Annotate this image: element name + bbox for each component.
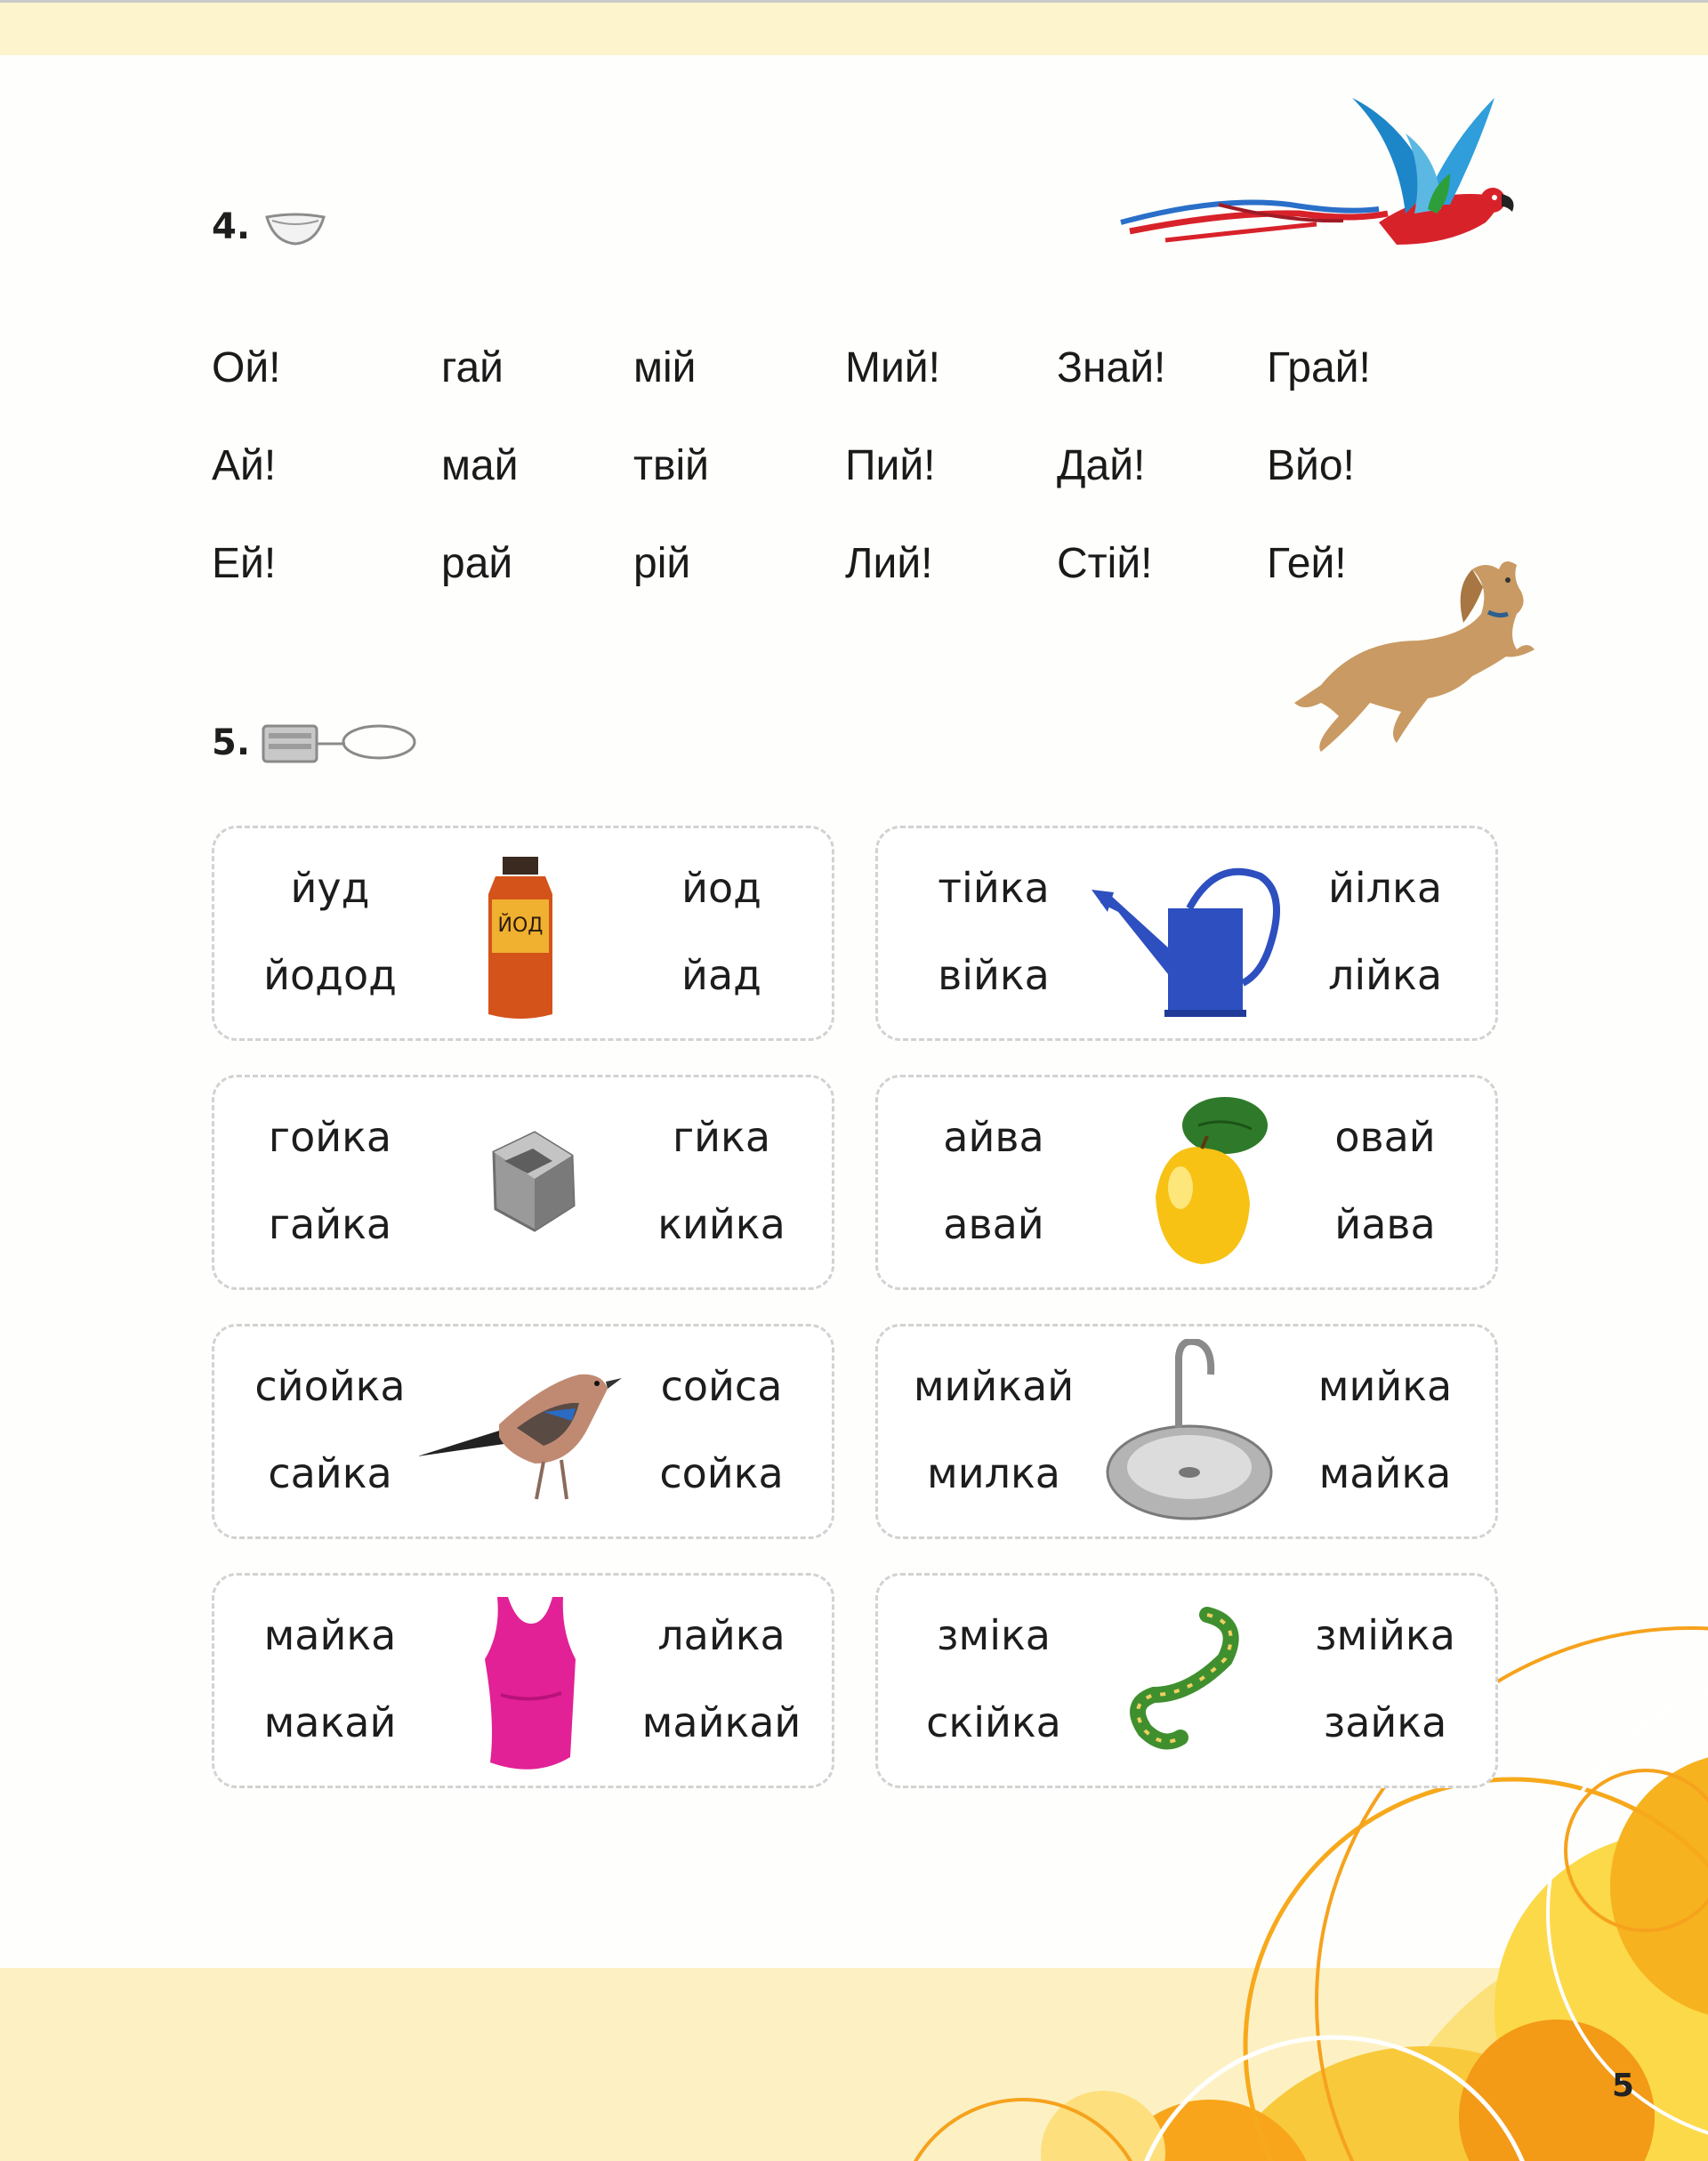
word-card bbox=[212, 1324, 834, 1539]
snake-picture bbox=[1083, 1588, 1296, 1775]
word-option[interactable]: макай bbox=[263, 1698, 397, 1746]
word-option[interactable]: сойса bbox=[660, 1362, 783, 1410]
word-row bbox=[212, 319, 1475, 416]
word-option[interactable]: війка bbox=[938, 951, 1050, 999]
word-option[interactable]: гйка bbox=[672, 1113, 771, 1161]
word-card bbox=[875, 826, 1498, 1041]
iodine-label: ЙОД bbox=[497, 915, 544, 937]
word-card bbox=[875, 1324, 1498, 1539]
word: Пий! bbox=[845, 441, 936, 489]
iodine-bottle-picture bbox=[419, 841, 632, 1028]
word: рай bbox=[441, 539, 513, 587]
word-card bbox=[212, 1075, 834, 1290]
hex-nut-picture bbox=[419, 1090, 632, 1277]
tank-top-picture bbox=[419, 1588, 632, 1775]
sink-picture bbox=[1083, 1339, 1296, 1526]
word-option[interactable]: зайка bbox=[1323, 1698, 1447, 1746]
dog-illustration bbox=[1294, 552, 1535, 756]
word-option[interactable]: скійка bbox=[926, 1698, 1061, 1746]
word-card bbox=[875, 1573, 1498, 1788]
parrot-illustration bbox=[1112, 89, 1539, 267]
word-option[interactable]: майка bbox=[1318, 1449, 1452, 1497]
word-option[interactable]: сайка bbox=[268, 1449, 392, 1497]
word-option[interactable]: сойка bbox=[659, 1449, 784, 1497]
word-card bbox=[212, 1573, 834, 1788]
word-option[interactable]: йава bbox=[1334, 1200, 1436, 1248]
word-option[interactable]: майкай bbox=[641, 1698, 802, 1746]
word-card bbox=[875, 1075, 1498, 1290]
word-option[interactable]: авай bbox=[943, 1200, 1044, 1248]
word: Лий! bbox=[845, 539, 933, 587]
word: гай bbox=[441, 343, 504, 391]
word-option[interactable]: йодод bbox=[263, 951, 397, 999]
word: Дай! bbox=[1057, 441, 1146, 489]
word-option[interactable]: лайка bbox=[657, 1611, 786, 1659]
watering-can-picture bbox=[1083, 841, 1296, 1028]
exercise-4-word-grid bbox=[212, 319, 1475, 612]
word: мій bbox=[633, 343, 697, 391]
word-option[interactable]: мийкай bbox=[913, 1362, 1075, 1410]
word: Ой! bbox=[212, 343, 281, 391]
page-number: 5 bbox=[1612, 2068, 1635, 2104]
jay-bird-picture bbox=[419, 1339, 632, 1526]
word-option[interactable]: майка bbox=[263, 1611, 397, 1659]
word-row bbox=[212, 416, 1475, 514]
quince-picture bbox=[1083, 1090, 1296, 1277]
word: Ей! bbox=[212, 539, 277, 587]
open-mouth-icon bbox=[263, 208, 327, 247]
word-option[interactable]: тійка bbox=[938, 864, 1050, 912]
exercise-4-number: 4. bbox=[212, 206, 251, 247]
word: Знай! bbox=[1057, 343, 1166, 391]
word: Мий! bbox=[845, 343, 940, 391]
word-option[interactable]: овай bbox=[1334, 1113, 1436, 1161]
word-option[interactable]: зміка bbox=[937, 1611, 1051, 1659]
word-option[interactable]: йуд bbox=[290, 864, 370, 912]
word-option[interactable]: милка bbox=[927, 1449, 1060, 1497]
word-option[interactable]: мийка bbox=[1317, 1362, 1453, 1410]
word-option[interactable]: змійка bbox=[1315, 1611, 1455, 1659]
magnifier-lasso-icon bbox=[260, 721, 420, 767]
word: Стій! bbox=[1057, 539, 1153, 587]
word: рій bbox=[633, 539, 691, 587]
word: Вйо! bbox=[1267, 441, 1355, 489]
word: май bbox=[441, 441, 519, 489]
word: твій bbox=[633, 441, 709, 489]
word-option[interactable]: кийка bbox=[657, 1200, 786, 1248]
word-option[interactable]: айва bbox=[943, 1113, 1044, 1161]
word: Гей! bbox=[1267, 539, 1347, 587]
word-option[interactable]: йад bbox=[681, 951, 761, 999]
word-option[interactable]: гойка bbox=[268, 1113, 392, 1161]
word-option[interactable]: гайка bbox=[268, 1200, 392, 1248]
word-option[interactable]: йілка bbox=[1327, 864, 1443, 912]
word-option[interactable]: йод bbox=[681, 864, 761, 912]
word-option[interactable]: сйойка bbox=[254, 1362, 406, 1410]
word: Ай! bbox=[212, 441, 277, 489]
word-option[interactable]: лійка bbox=[1327, 951, 1443, 999]
exercise-5-number: 5. bbox=[212, 722, 251, 763]
word-card bbox=[212, 826, 834, 1041]
word: Грай! bbox=[1267, 343, 1371, 391]
word-row bbox=[212, 514, 1475, 612]
